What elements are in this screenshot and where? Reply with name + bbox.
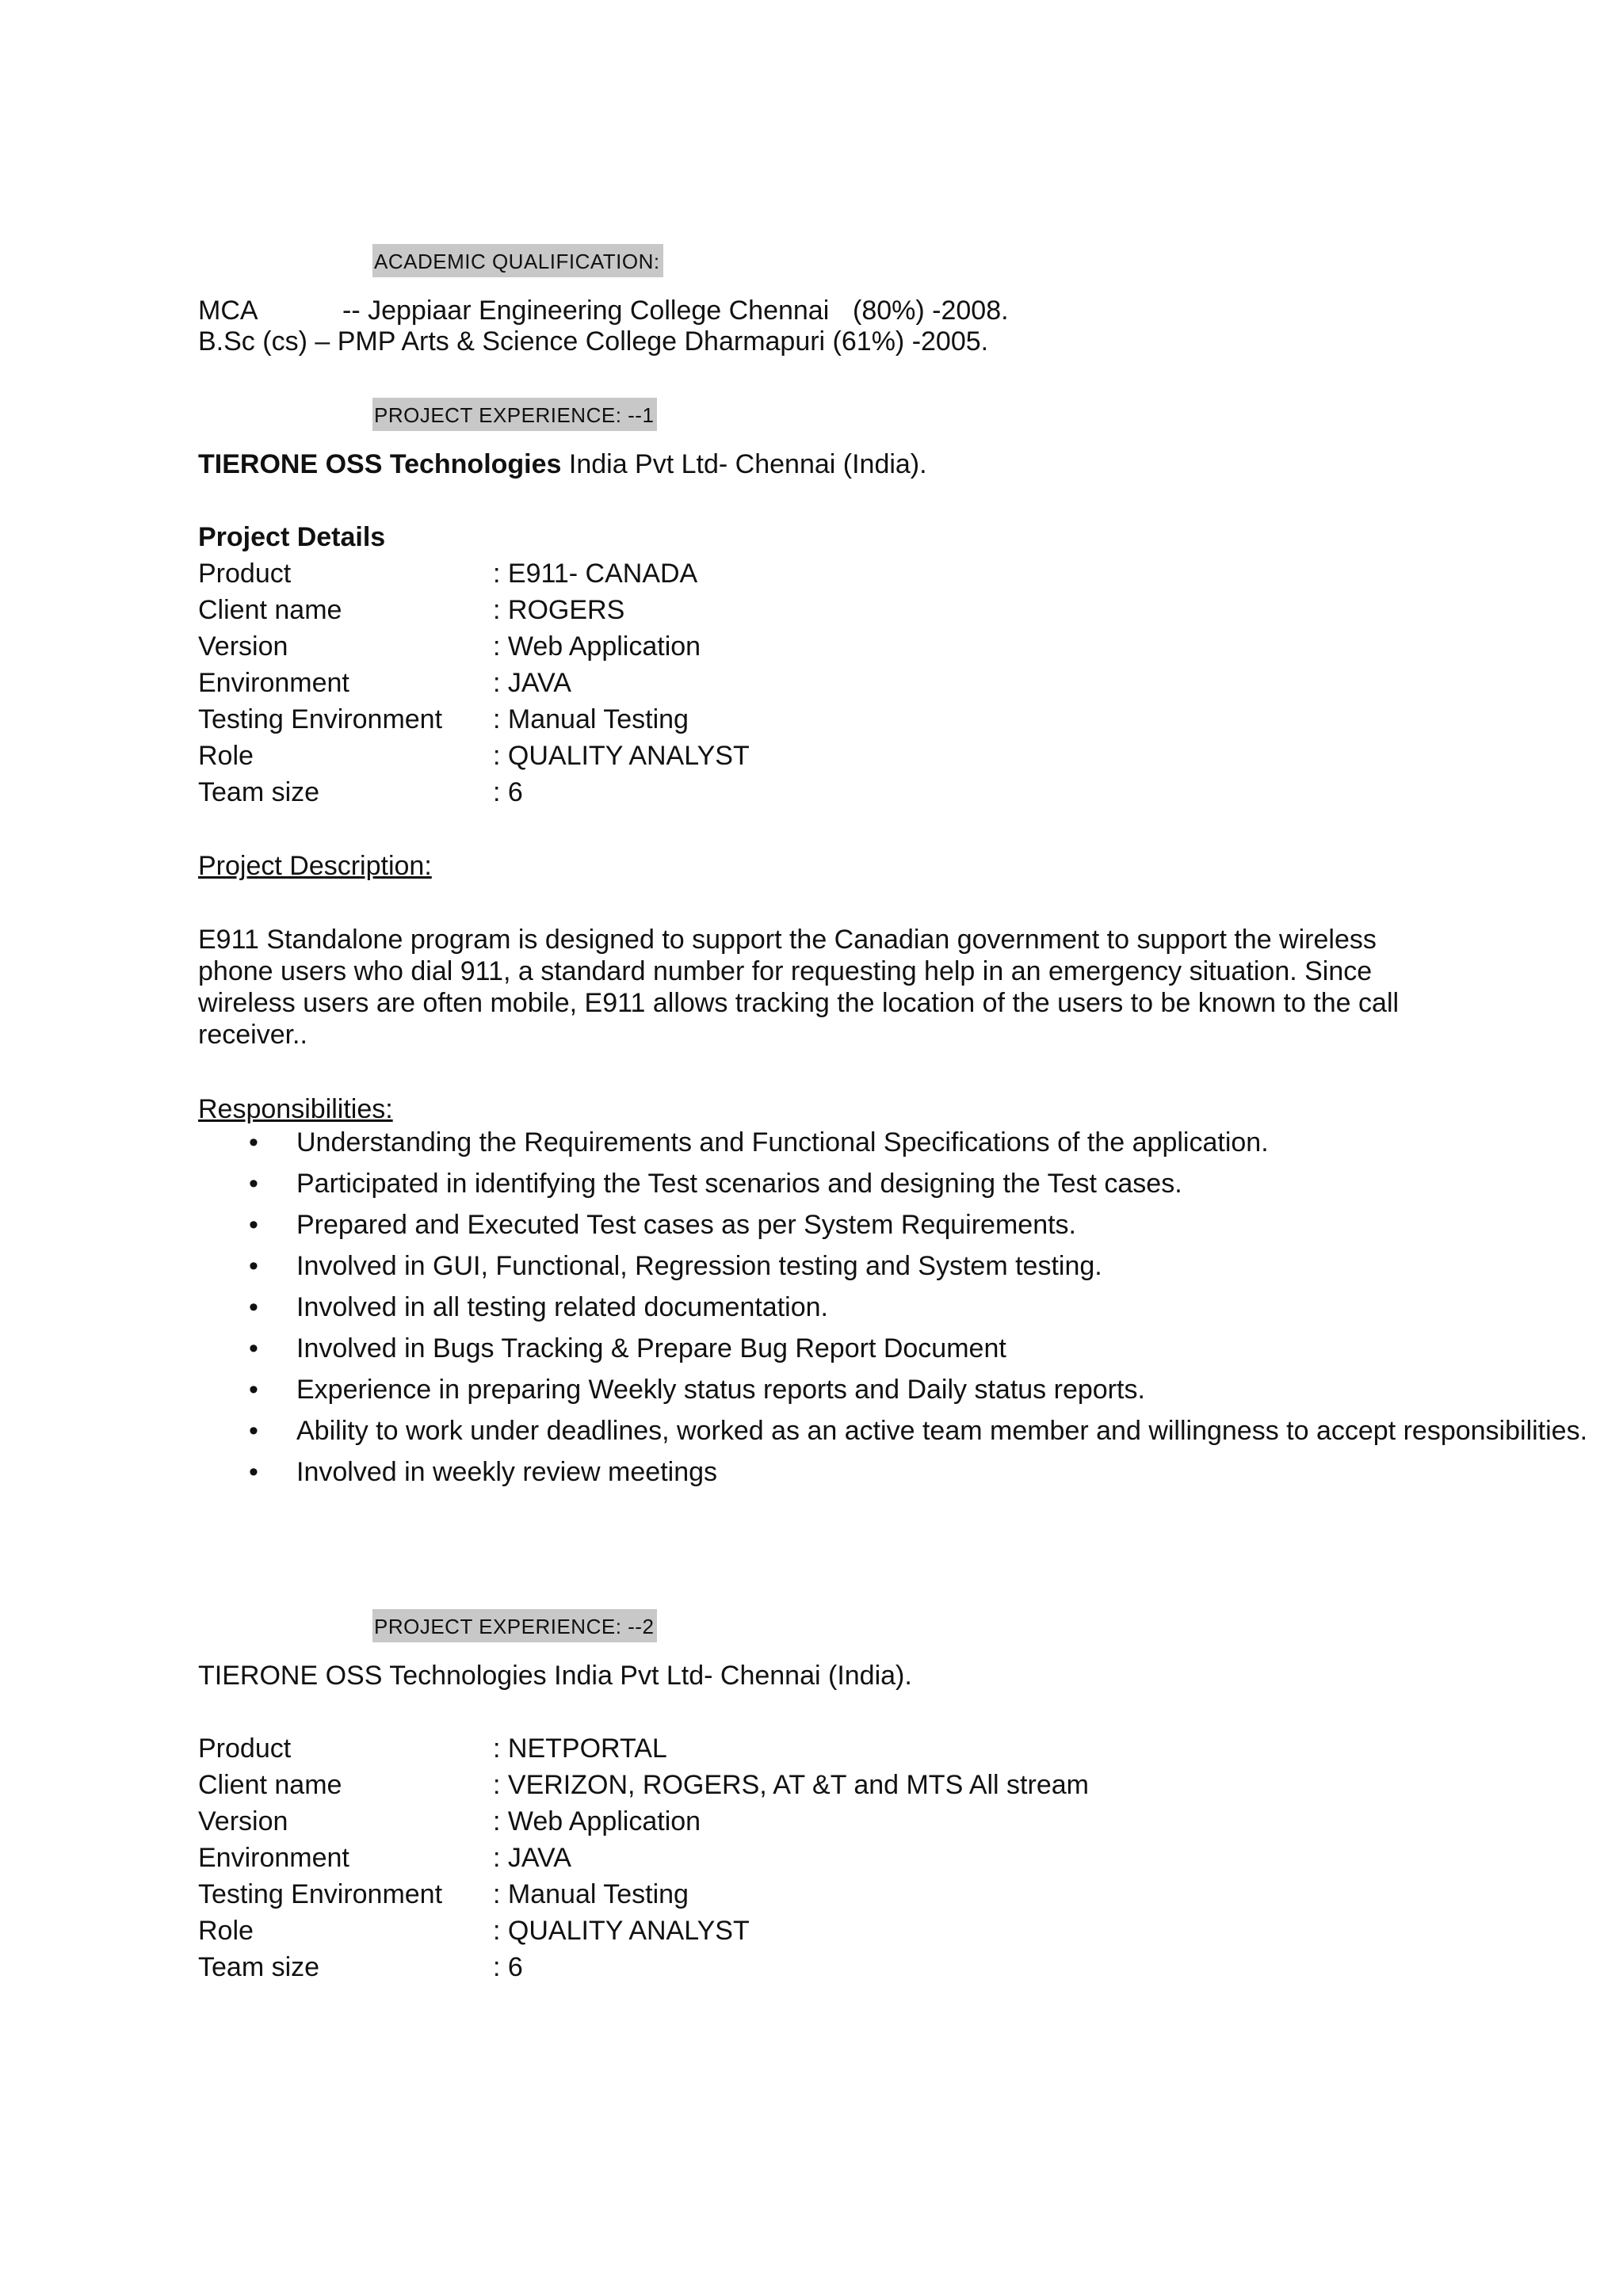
project-2-company: TIERONE OSS Technologies India Pvt Ltd- Chennai (India). <box>198 1661 912 1691</box>
list-item-text: Prepared and Executed Test cases as per System Requirements. <box>296 1210 1076 1240</box>
detail-label: Client name <box>198 595 342 625</box>
project-details-title: Project Details <box>198 522 386 552</box>
bullet-icon: • <box>249 1375 258 1405</box>
mca-detail: -- Jeppiaar Engineering College Chennai <box>342 296 830 326</box>
list-item-text: Involved in Bugs Tracking & Prepare Bug Report Document <box>296 1333 1006 1363</box>
detail-value: : QUALITY ANALYST <box>493 1916 750 1946</box>
detail-value: : JAVA <box>493 1843 571 1873</box>
list-item <box>198 1415 1623 1447</box>
detail-value: : 6 <box>493 1952 523 1982</box>
list-item <box>198 1168 1623 1200</box>
detail-value: : Web Application <box>493 1806 701 1836</box>
detail-label: Role <box>198 741 254 771</box>
detail-value: : 6 <box>493 777 523 807</box>
detail-label: Team size <box>198 1952 320 1982</box>
detail-value: : NETPORTAL <box>493 1733 667 1764</box>
list-item-text: Experience in preparing Weekly status reports and Daily status reports. <box>296 1375 1145 1405</box>
list-item <box>198 1291 1623 1324</box>
bullet-icon: • <box>249 1210 258 1240</box>
project-1-company-name: TIERONE OSS Technologies <box>198 449 562 479</box>
detail-label: Role <box>198 1916 254 1946</box>
project-experience-1-heading: PROJECT EXPERIENCE: --1 <box>372 398 657 431</box>
responsibilities-list <box>198 1127 1623 1497</box>
academic-qualification-heading: ACADEMIC QUALIFICATION: <box>372 244 663 277</box>
list-item-text: Involved in weekly review meetings <box>296 1457 718 1487</box>
list-item-text: Understanding the Requirements and Functional Specifications of the application. <box>296 1127 1269 1158</box>
bsc-entry: B.Sc (cs) – PMP Arts & Science College Dharmapuri (61%) -2005. <box>198 326 989 357</box>
list-item <box>198 1250 1623 1283</box>
bullet-icon: • <box>249 1251 258 1281</box>
detail-label: Environment <box>198 668 349 698</box>
detail-label: Testing Environment <box>198 1879 443 1909</box>
project-1-company <box>198 449 927 480</box>
detail-label: Product <box>198 1733 292 1764</box>
detail-label: Version <box>198 1806 288 1836</box>
bullet-icon: • <box>249 1169 258 1199</box>
detail-value: : VERIZON, ROGERS, AT &T and MTS All stream <box>493 1770 1089 1800</box>
list-item-text: Participated in identifying the Test scenarios and designing the Test cases. <box>296 1169 1182 1199</box>
detail-label: Client name <box>198 1770 342 1800</box>
detail-value: : QUALITY ANALYST <box>493 741 750 771</box>
detail-value: : E911- CANADA <box>493 559 698 589</box>
project-description-title: Project Description: <box>198 851 432 881</box>
mca-degree: MCA <box>198 296 258 326</box>
bullet-icon: • <box>249 1416 258 1446</box>
detail-label: Team size <box>198 777 320 807</box>
detail-label: Testing Environment <box>198 704 443 734</box>
list-item <box>198 1127 1623 1159</box>
responsibilities-title: Responsibilities: <box>198 1094 393 1124</box>
list-item <box>198 1209 1623 1241</box>
bullet-icon: • <box>249 1457 258 1487</box>
detail-label: Product <box>198 559 292 589</box>
bullet-icon: • <box>249 1292 258 1322</box>
list-item-text: Involved in all testing related documentation. <box>296 1292 828 1322</box>
detail-label: Environment <box>198 1843 349 1873</box>
detail-value: : Manual Testing <box>493 1879 689 1909</box>
mca-score: (80%) -2008. <box>853 296 1009 326</box>
bullet-icon: • <box>249 1333 258 1363</box>
list-item <box>198 1456 1623 1489</box>
list-item-text: Involved in GUI, Functional, Regression testing and System testing. <box>296 1251 1102 1281</box>
detail-value: : Web Application <box>493 631 701 662</box>
list-item <box>198 1374 1623 1406</box>
project-1-company-location: India Pvt Ltd- Chennai (India). <box>561 449 927 479</box>
detail-value: : ROGERS <box>493 595 625 625</box>
project-description-text: E911 Standalone program is designed to support the Canadian government to support the wireless phone users who dial 911, a standard number for requesting help in an emergency situation. Since wireless users are often mobile, E911 allows tracking the location of the users to be known to the call receiver.. <box>198 925 1400 1050</box>
detail-value: : JAVA <box>493 668 571 698</box>
detail-label: Version <box>198 631 288 662</box>
bullet-icon: • <box>249 1127 258 1158</box>
list-item-text: Ability to work under deadlines, worked as an active team member and willingness to accept responsibilities. <box>296 1416 1588 1446</box>
detail-value: : Manual Testing <box>493 704 689 734</box>
list-item <box>198 1333 1623 1365</box>
project-experience-2-heading: PROJECT EXPERIENCE: --2 <box>372 1609 657 1642</box>
